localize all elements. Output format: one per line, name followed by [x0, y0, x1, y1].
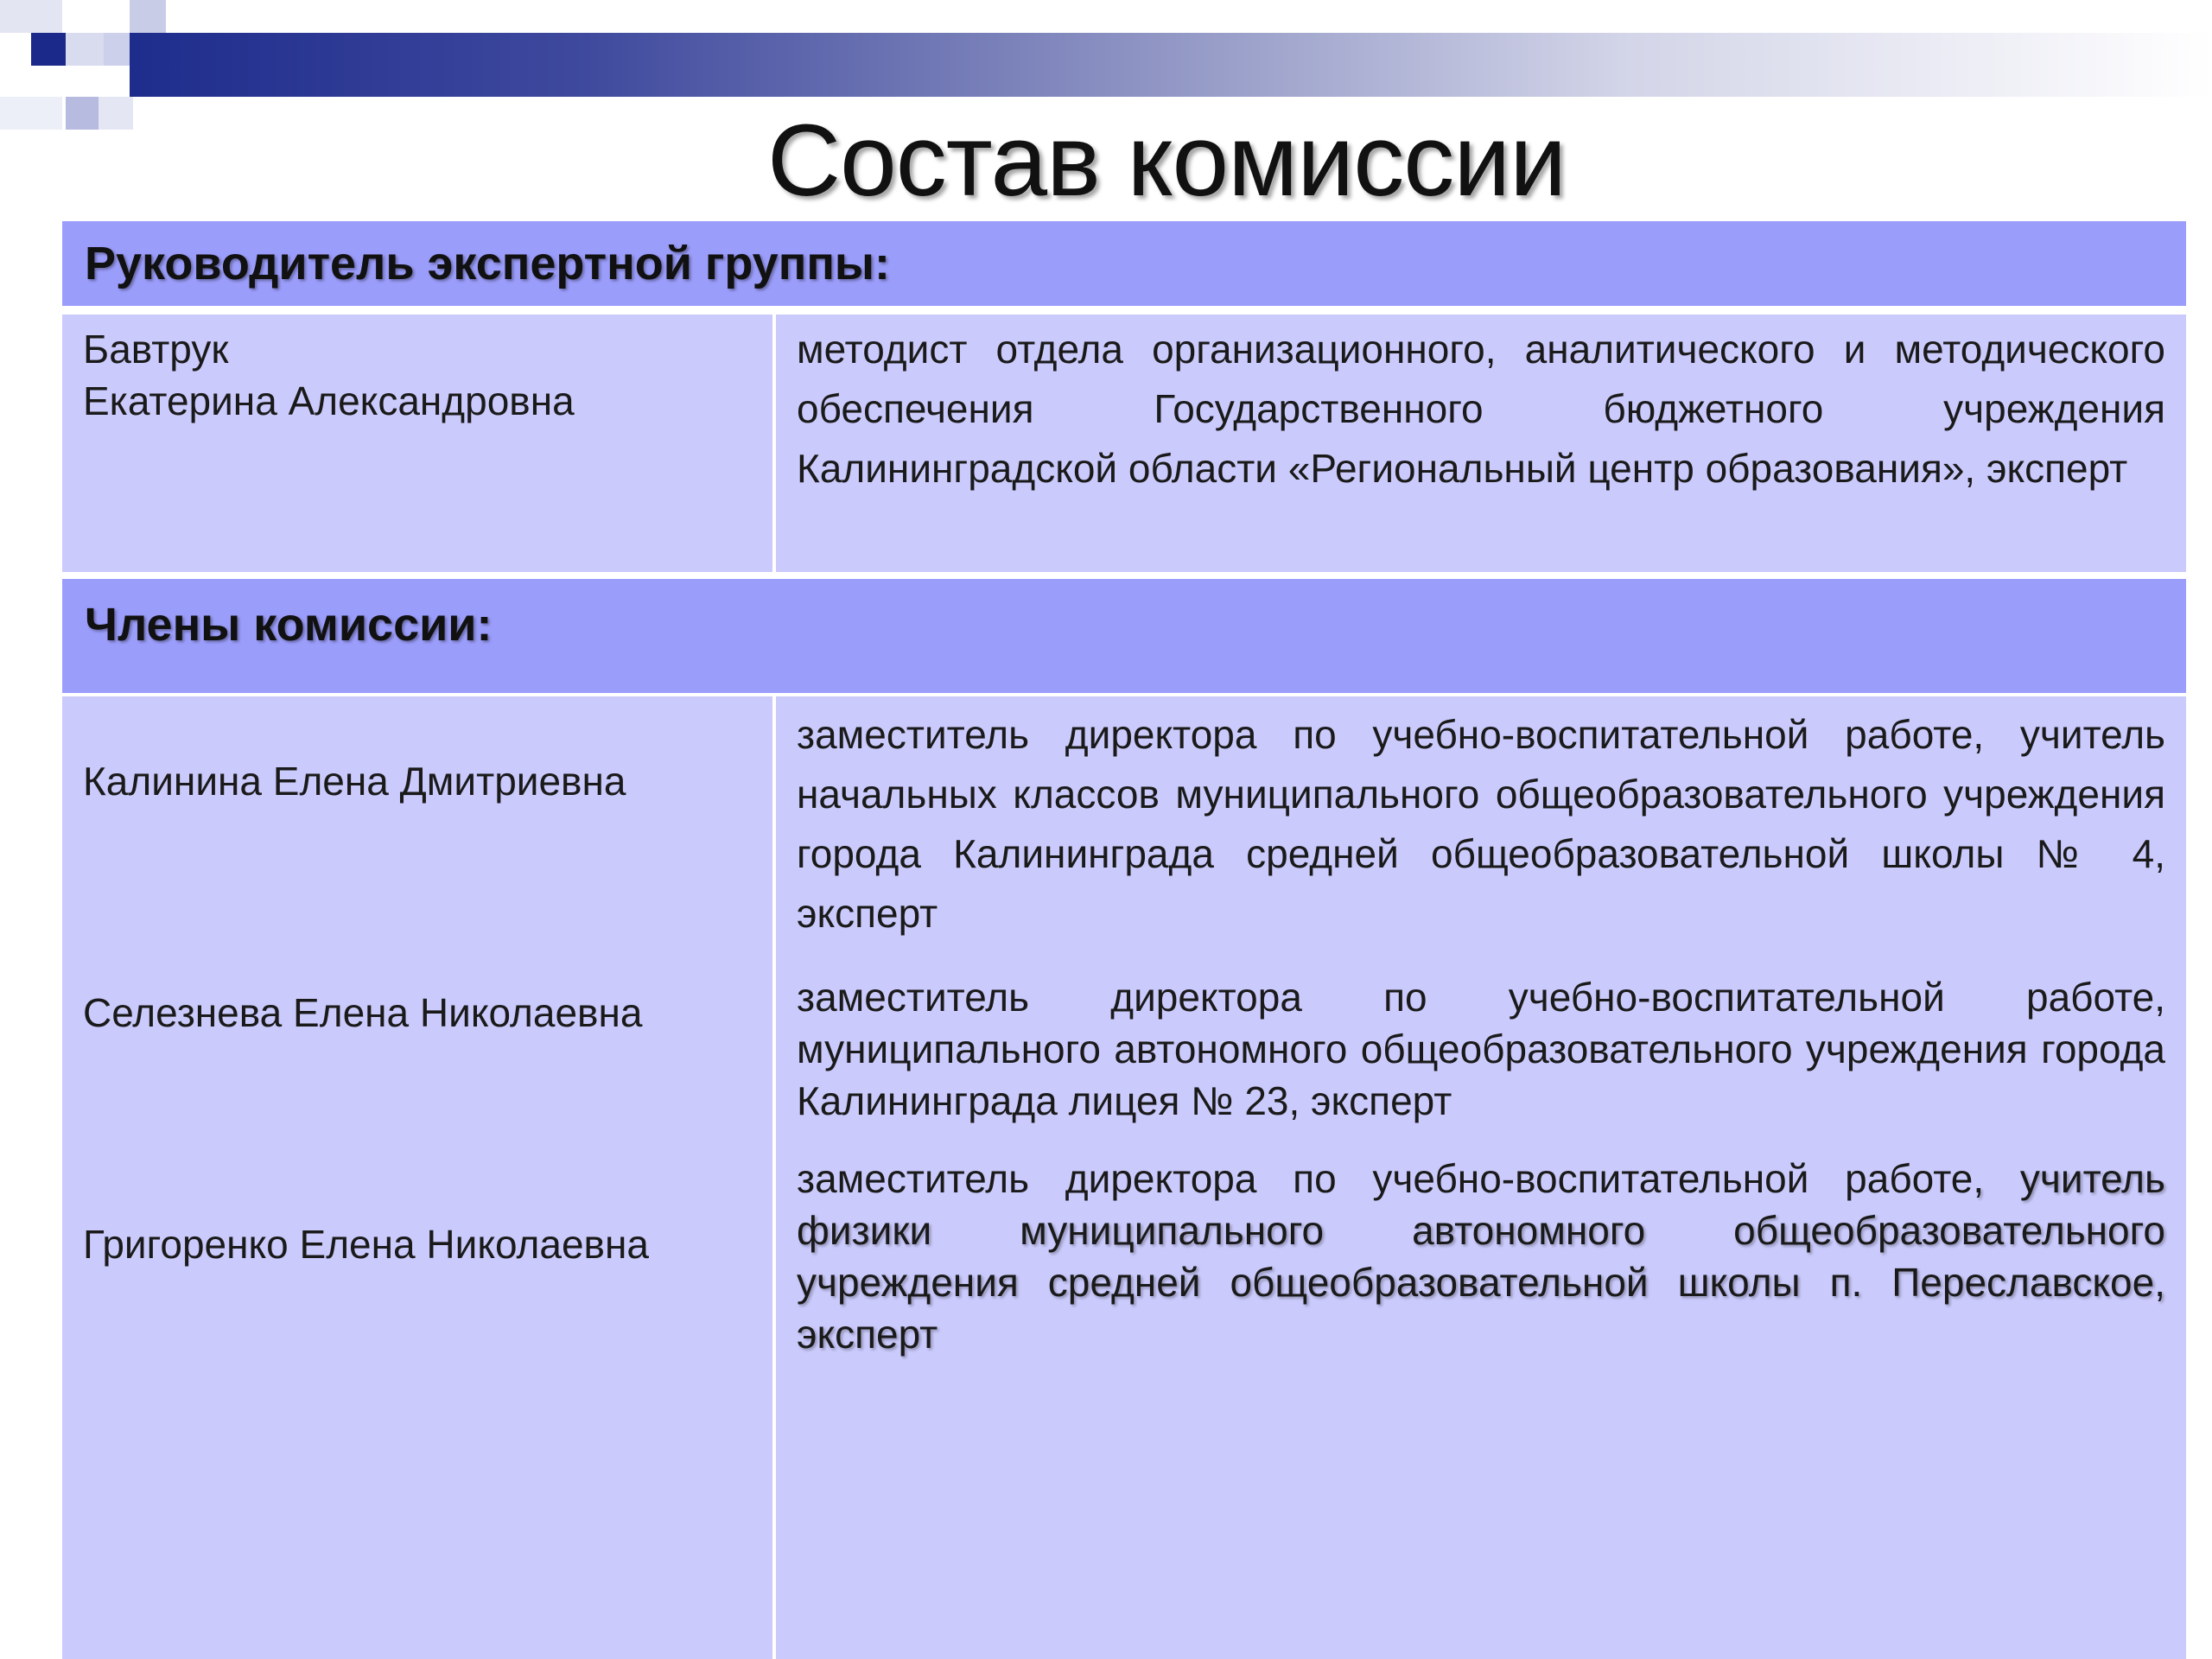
member-description: заместитель директора по учебно-воспитательной работе, учитель начальных классов муниципального общеобразовательного учреждения города Калининграда средней общеобразовательной школы № 4, эксперт	[797, 712, 2165, 936]
header-gradient-bar	[130, 33, 2212, 97]
decorative-square	[104, 33, 130, 66]
person-name	[83, 323, 575, 427]
decorative-square	[130, 0, 166, 33]
member-name: Селезнева Елена Николаевна	[83, 990, 643, 1035]
member-description-part: заместитель директора по учебно-воспитательной работе	[797, 1156, 1974, 1201]
table-cell-descriptions	[776, 696, 2186, 1659]
table-cell-description	[776, 315, 2186, 572]
member-name: Григоренко Елена Николаевна	[83, 1222, 649, 1267]
decorative-square	[31, 33, 66, 66]
member-name: Калинина Елена Дмитриевна	[83, 759, 626, 804]
member-description: заместитель директора по учебно-воспитательной работе, муниципального автономного общеобразовательного учреждения города Калининграда лицея № 23, эксперт	[797, 975, 2165, 1123]
member-description	[797, 1153, 2165, 1360]
person-name-line: Екатерина Александровна	[83, 378, 575, 423]
section-header-head: Руководитель экспертной группы:	[62, 221, 2186, 306]
member-description-part: , учитель физики муниципального автономного общеобразовательного учреждения средней общеобразовательной школы п. Переславское, эксперт	[797, 1156, 2165, 1357]
person-description: методист отдела организационного, аналитического и методического обеспечения Государственного бюджетного учреждения Калининградской области «Региональный центр образования», эксперт	[797, 327, 2165, 491]
section-header-members: Члены комиссии:	[62, 579, 2186, 693]
decorative-square	[66, 33, 104, 66]
page-title: Состав комиссии	[766, 104, 1567, 218]
person-name-line: Бавтрук	[83, 327, 229, 372]
table-cell-names	[62, 696, 772, 1659]
decorative-square	[0, 0, 62, 33]
table-cell-name	[62, 315, 772, 572]
